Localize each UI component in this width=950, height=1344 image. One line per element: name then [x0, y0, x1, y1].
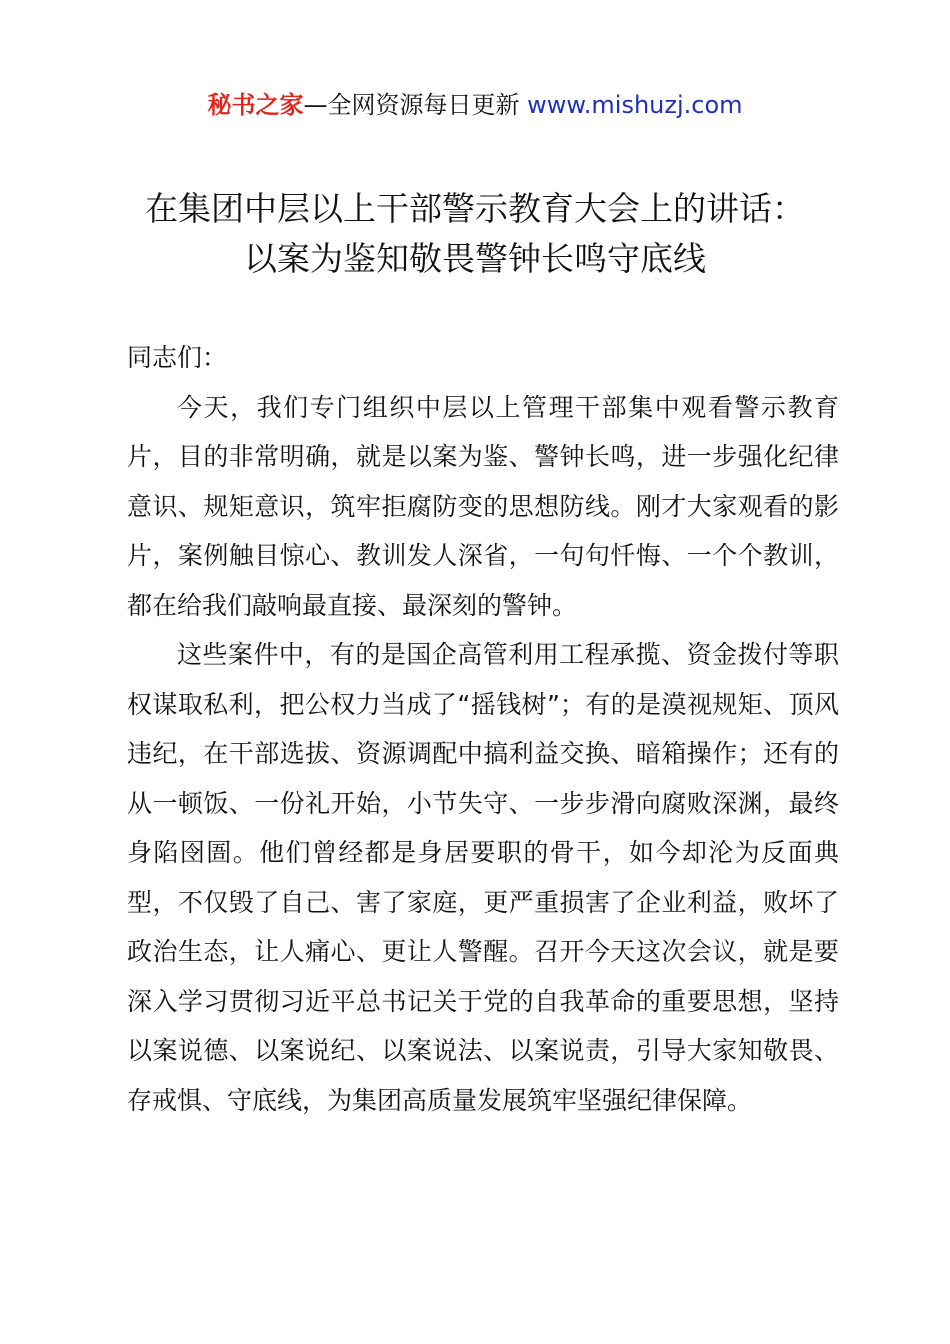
site-url-link[interactable]: www.mishuzj.com [527, 91, 743, 119]
title-line-1: 在集团中层以上干部警示教育大会上的讲话： [145, 189, 805, 228]
document-title [60, 184, 890, 284]
header-tagline: —全网资源每日更新 [303, 91, 528, 119]
document-body [127, 333, 839, 1125]
salutation: 同志们： [127, 343, 228, 372]
paragraph-2: 这些案件中，有的是国企高管利用工程承揽、资金拨付等职权谋取私利，把公权力当成了“摇钱树”；有的是漠视规矩、顶风违纪，在干部选拔、资源调配中搞利益交换、暗箱操作；还有的从一顿饭、一份礼开始，小节失守、一步步滑向腐败深渊，最终身陷囹圄。他们曾经都是身居要职的骨干，如今却沦为反面典型，不仅毁了自己、害了家庭，更严重损害了企业利益，败坏了政治生态，让人痛心、更让人警醒。召开今天这次会议，就是要深入学习贯彻习近平总书记关于党的自我革命的重要思想，坚持以案说德、以案说纪、以案说法、以案说责，引导大家知敬畏、存戒惧、守底线，为集团高质量发展筑牢坚强纪律保障。 [127, 640, 839, 1115]
title-line-2: 以案为鉴知敬畏警钟长鸣守底线 [244, 239, 706, 278]
brand-name: 秘书之家 [207, 91, 304, 119]
site-header [0, 88, 950, 122]
paragraph-1: 今天，我们专门组织中层以上管理干部集中观看警示教育片，目的非常明确，就是以案为鉴、警钟长鸣，进一步强化纪律意识、规矩意识，筑牢拒腐防变的思想防线。刚才大家观看的影片，案例触目惊心、教训发人深省，一句句忏悔、一个个教训，都在给我们敲响最直接、最深刻的警钟。 [127, 392, 839, 620]
